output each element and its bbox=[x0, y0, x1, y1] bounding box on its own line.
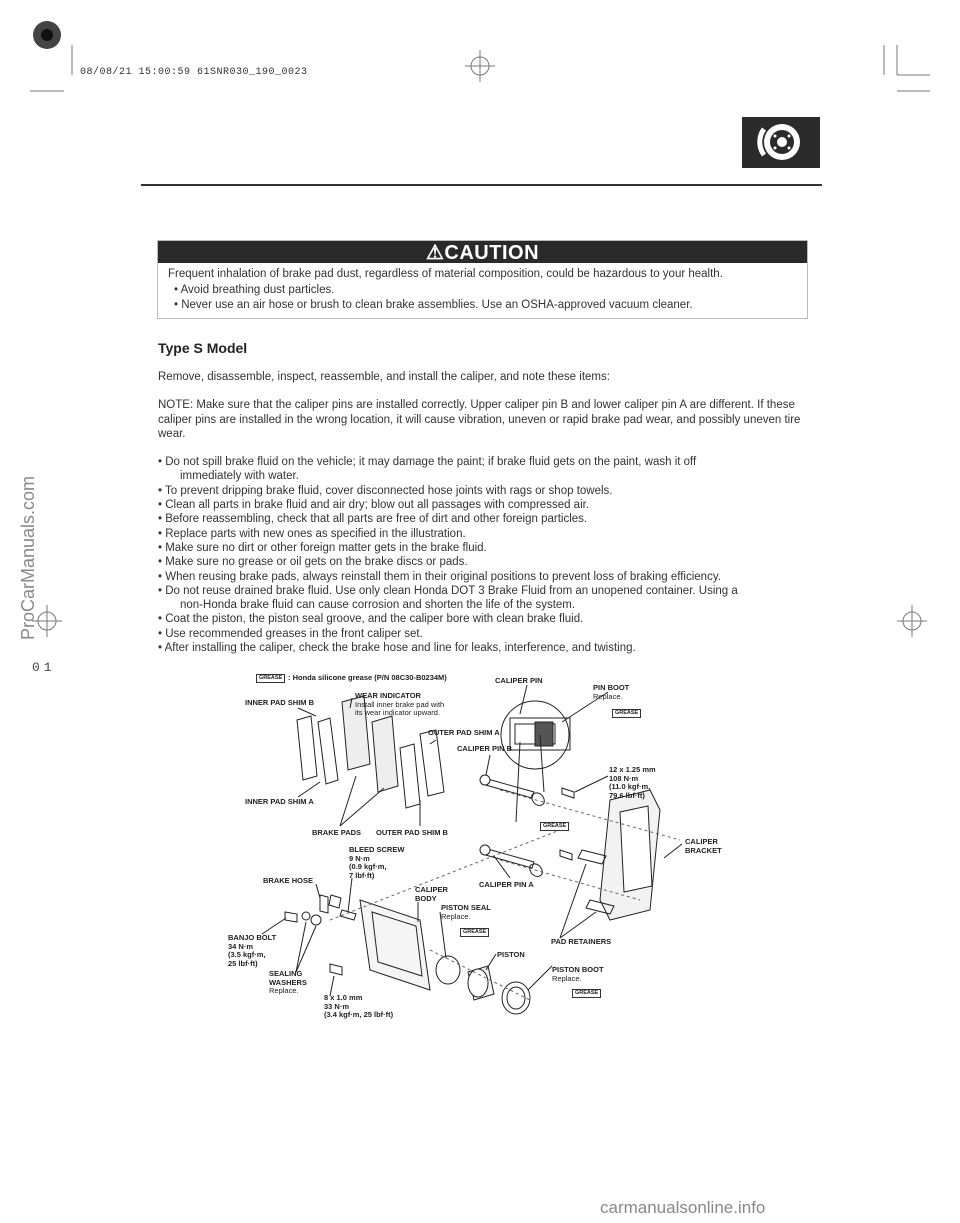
label-outer-pad-shim-b: OUTER PAD SHIM B bbox=[376, 828, 448, 837]
label-brake-pads: BRAKE PADS bbox=[312, 828, 362, 837]
grease-tag: GREASE bbox=[540, 822, 569, 831]
label-bleed-screw: BLEED SCREW 9 N·m (0.9 kgf·m, 7 lbf·ft) bbox=[349, 845, 405, 880]
label-sealing-washers: SEALING WASHERS Replace. bbox=[269, 969, 307, 995]
caution-bullet: • Avoid breathing dust particles. bbox=[174, 283, 335, 296]
caution-title: ⚠CAUTION bbox=[158, 241, 807, 263]
caution-intro: Frequent inhalation of brake pad dust, regardless of material composition, could be hazardous to your health. bbox=[168, 268, 723, 280]
label-caliper-pin-a: CALIPER PIN A bbox=[479, 880, 534, 889]
label-banjo-bolt: BANJO BOLT 34 N·m (3.5 kgf·m, 25 lbf·ft) bbox=[228, 933, 277, 968]
side-watermark: ProCarManuals.com bbox=[18, 475, 38, 640]
section-note: NOTE: Make sure that the caliper pins are installed correctly. Upper caliper pin B and lower caliper pin A are different. If these caliper pins are installed in the wrong location, it will cause vibration, uneven or rapid brake pad wear, and possibly uneven tire wear. bbox=[158, 399, 801, 440]
label-caliper-pin-b: CALIPER PIN B bbox=[457, 744, 513, 753]
label-caliper-bolt-torque: 8 x 1.0 mm 33 N·m (3.4 kgf·m, 25 lbf·ft) bbox=[324, 993, 394, 1019]
list-item: • Make sure no dirt or other foreign matter gets in the brake fluid. bbox=[158, 541, 487, 554]
label-wear-indicator: WEAR INDICATOR Install inner brake pad with its wear indicator upward. bbox=[355, 691, 445, 717]
list-item: • To prevent dripping brake fluid, cover disconnected hose joints with rags or shop towels. bbox=[158, 484, 613, 497]
grease-tag: GREASE bbox=[572, 989, 601, 998]
label-caliper-bracket: CALIPER BRACKET bbox=[685, 837, 722, 855]
label-inner-pad-shim-b: INNER PAD SHIM B bbox=[245, 698, 315, 707]
section-intro: Remove, disassemble, inspect, reassemble, and install the caliper, and note these items: bbox=[158, 371, 610, 383]
label-piston-boot: PISTON BOOT Replace. bbox=[552, 965, 604, 983]
label-caliper-body: CALIPER BODY bbox=[415, 885, 448, 903]
list-item: • Make sure no grease or oil gets on the brake discs or pads. bbox=[158, 556, 468, 569]
list-item: • Coat the piston, the piston seal groove, and the caliper bore with clean brake fluid. bbox=[158, 613, 584, 626]
label-caliper-pin: CALIPER PIN bbox=[495, 676, 543, 685]
list-item: • Do not spill brake fluid on the vehicle; it may damage the paint; if brake fluid gets on the paint, wash it off immediately with water. bbox=[158, 456, 697, 483]
grease-tag: GREASE bbox=[256, 674, 285, 683]
caution-bullet: • Never use an air hose or brush to clean brake assemblies. Use an OSHA-approved vacuum cleaner. bbox=[174, 299, 693, 311]
grease-legend: : Honda silicone grease (P/N 08C30-B0234M) bbox=[288, 673, 447, 682]
grease-tag: GREASE bbox=[612, 709, 641, 718]
list-item: • Use recommended greases in the front caliper set. bbox=[158, 627, 423, 640]
print-stamp: 08/08/21 15:00:59 61SNR030_190_0023 bbox=[80, 67, 308, 78]
list-item: • After installing the caliper, check the brake hose and line for leaks, interference, and twisting. bbox=[158, 642, 636, 655]
grease-tag: GREASE bbox=[460, 928, 489, 937]
section-title: Type S Model bbox=[158, 340, 248, 356]
list-item: • Do not reuse drained brake fluid. Use only clean Honda DOT 3 Brake Fluid from an unopened container. Using a non-Honda brake fluid can cause corrosion and shorten the life of the system. bbox=[158, 584, 738, 612]
label-brake-hose: BRAKE HOSE bbox=[263, 876, 314, 885]
label-bracket-bolt-torque: 12 x 1.25 mm 108 N·m (11.0 kgf·m, 79.6 lbf·ft) bbox=[609, 765, 656, 800]
label-inner-pad-shim-a: INNER PAD SHIM A bbox=[245, 797, 314, 806]
list-item: • When reusing brake pads, always reinstall them in their original positions to prevent loss of braking efficiency. bbox=[158, 570, 721, 583]
footer-watermark: carmanualsonline.info bbox=[600, 1198, 766, 1217]
label-outer-pad-shim-a: OUTER PAD SHIM A bbox=[428, 728, 500, 737]
page-number: 01 bbox=[32, 660, 56, 675]
list-item: • Clean all parts in brake fluid and air dry; blow out all passages with compressed air. bbox=[158, 499, 590, 512]
label-pad-retainers: PAD RETAINERS bbox=[551, 937, 612, 946]
warning-icon: ⚠ bbox=[425, 242, 445, 264]
list-item: • Before reassembling, check that all parts are free of dirt and other foreign particles. bbox=[158, 513, 588, 526]
list-item: • Replace parts with new ones as specified in the illustration. bbox=[158, 527, 466, 540]
label-piston-seal: PISTON SEAL Replace. bbox=[441, 903, 491, 921]
label-piston: PISTON bbox=[497, 950, 525, 959]
label-pin-boot: PIN BOOT Replace. bbox=[593, 683, 630, 701]
